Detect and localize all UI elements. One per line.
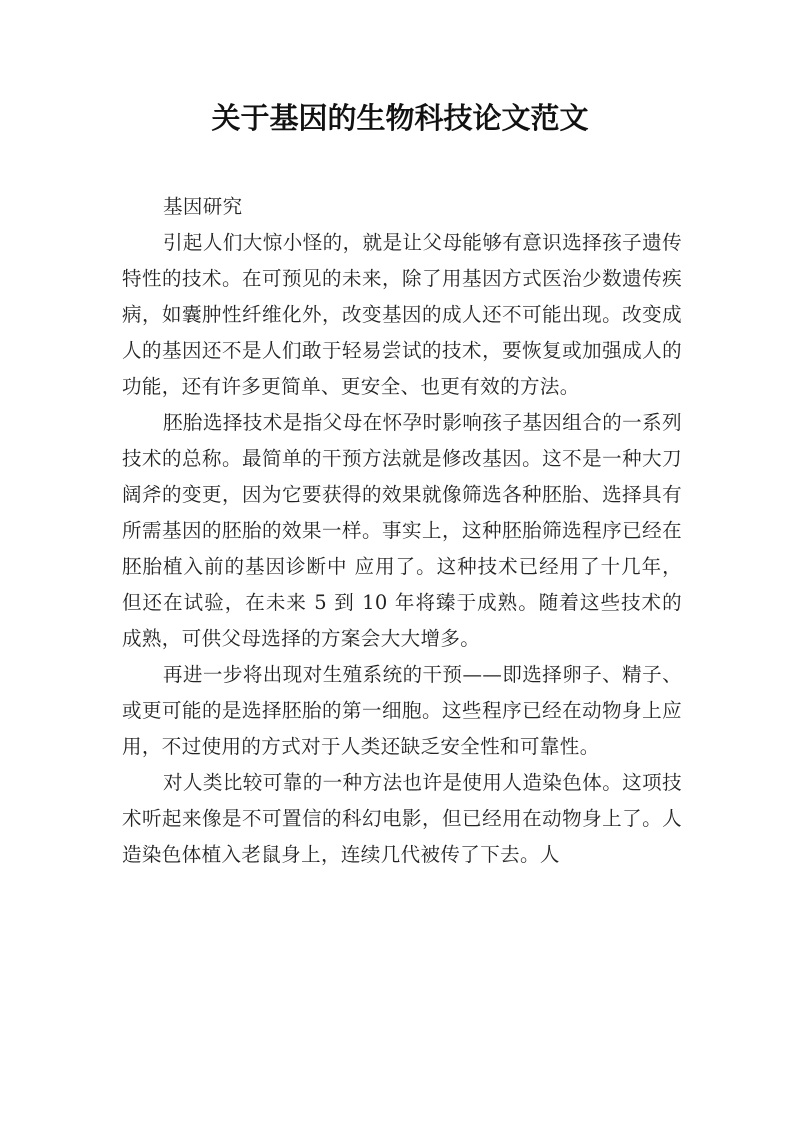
paragraph: 引起人们大惊小怪的，就是让父母能够有意识选择孩子遗传特性的技术。在可预见的未来，除了用基因方式医治少数遗传疾病，如囊肿性纤维化外，改变基因的成人还不可能出现。改变成人的基因还不是人们敢于轻易尝试的技术，要恢复或加强成人的功能，还有许多更简单、更安全、也更有效的方法。 [122, 231, 682, 398]
paragraph: 对人类比较可靠的一种方法也许是使用人造染色体。这项技术听起来像是不可置信的科幻电影，但已经用在动物身上了。人造染色体植入老鼠身上，连续几代被传了下去。人 [122, 771, 682, 866]
document-body [122, 189, 682, 873]
paragraph: 再进一步将出现对生殖系统的干预——即选择卵子、精子、或更可能的是选择胚胎的第一细胞。这些程序已经在动物身上应用，不过使用的方式对于人类还缺乏安全性和可靠性。 [122, 663, 682, 758]
paragraph-heading: 基因研究 [162, 195, 243, 218]
document-title: 关于基因的生物科技论文范文 [211, 101, 589, 135]
paragraph: 胚胎选择技术是指父母在怀孕时影响孩子基因组合的一系列技术的总称。最简单的干预方法就是修改基因。这不是一种大刀阔斧的变更，因为它要获得的效果就像筛选各种胚胎、选择具有所需基因的胚胎的效果一样。事实上，这种胚胎筛选程序已经在胚胎植入前的基因诊断中 应用了。这种技术已经用了十几年，但还在试验，在未来 5 到 10 年将臻于成熟。随着这些技术的成熟，可供父母选择的方案会大大增多。 [122, 411, 682, 650]
